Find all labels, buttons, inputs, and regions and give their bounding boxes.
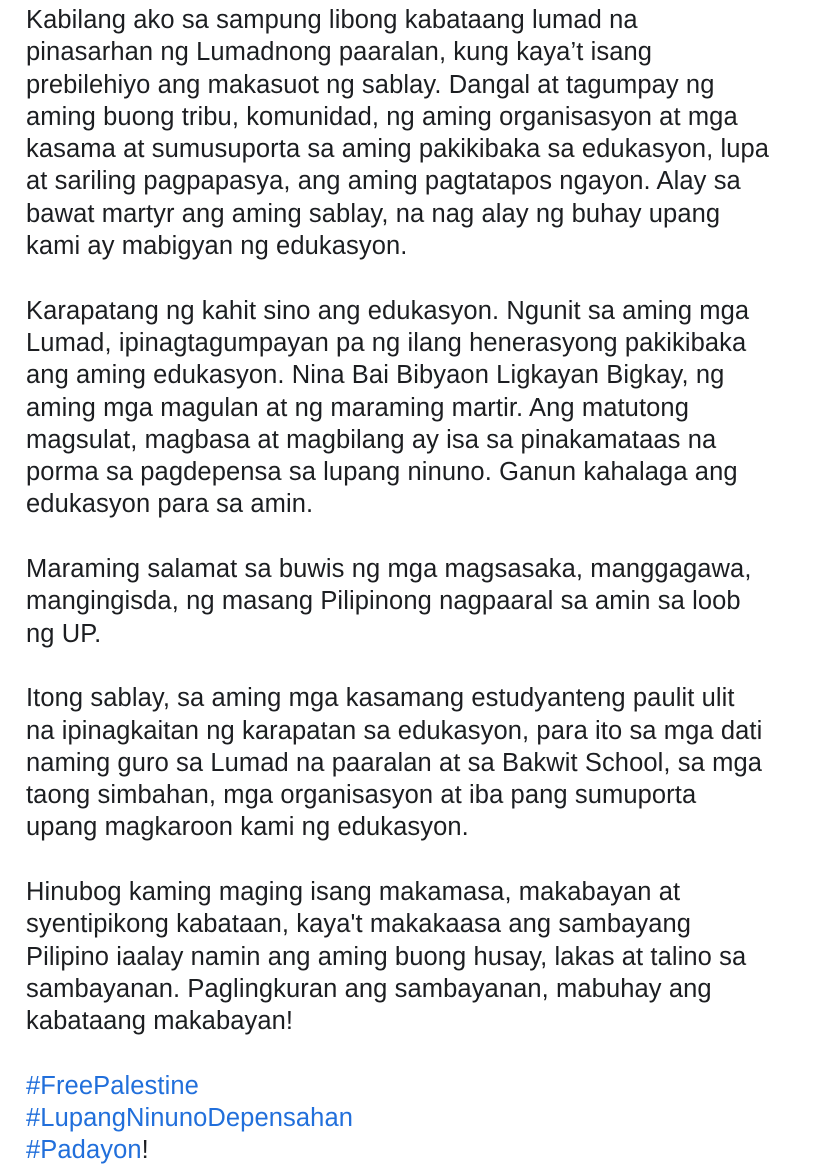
paragraph-line: kami ay mabigyan ng edukasyon. [26, 232, 408, 261]
paragraph-line: at sariling pagpapasya, ang aming pagtatapos ngayon. Alay sa [26, 167, 741, 196]
post-body [26, 4, 816, 1167]
paragraph-line: prebilehiyo ang makasuot ng sablay. Dangal at tagumpay ng [26, 70, 715, 99]
paragraph-line: na ipinagkaitan ng karapatan sa edukasyon, para ito sa mga dati [26, 716, 763, 745]
paragraph-line: Karapatang ng kahit sino ang edukasyon. Ngunit sa aming mga [26, 296, 750, 325]
paragraph-line: edukasyon para sa amin. [26, 490, 314, 519]
paragraph-line: ng UP. [26, 619, 102, 648]
paragraph-line: syentipikong kabataan, kaya't makakaasa ang sambayang [26, 910, 692, 939]
paragraph-4 [26, 682, 816, 843]
paragraph-line: pinasarhan ng Lumadnong paaralan, kung kaya’t isang [26, 38, 653, 67]
paragraph-line: aming mga magulan at ng maraming martir. Ang matutong [26, 393, 689, 422]
paragraph-line: sambayanan. Paglingkuran ang sambayanan, mabuhay ang [26, 974, 712, 1003]
hashtag-line [26, 1070, 816, 1102]
paragraph-line: Lumad, ipinagtagumpayan pa ng ilang henerasyong pakikibaka [26, 328, 747, 357]
paragraph-line: Hinubog kaming maging isang makamasa, makabayan at [26, 878, 681, 907]
hashtag-freepalestine-link[interactable]: #FreePalestine [26, 1071, 199, 1100]
hashtag-suffix: ! [141, 1136, 149, 1165]
paragraph-5 [26, 876, 816, 1037]
hashtag-list [26, 1070, 816, 1167]
paragraph-line: kabataang makabayan! [26, 1007, 294, 1036]
paragraph-line: Kabilang ako sa sampung libong kabataang lumad na [26, 6, 638, 34]
paragraph-line: Itong sablay, sa aming mga kasamang estudyanteng paulit ulit [26, 684, 735, 713]
paragraph-line: Pilipino iaalay namin ang aming buong husay, lakas at talino sa [26, 942, 747, 971]
paragraph-line: Maraming salamat sa buwis ng mga magsasaka, manggagawa, [26, 555, 752, 584]
paragraph-line: magsulat, magbasa at magbilang ay isa sa pinakamataas na [26, 425, 717, 454]
paragraph-line: aming buong tribu, komunidad, ng aming organisasyon at mga [26, 102, 738, 131]
paragraph-line: porma sa pagdepensa sa lupang ninuno. Ganun kahalaga ang [26, 458, 738, 487]
hashtag-lupangninunodepensahan-link[interactable]: #LupangNinunoDepensahan [26, 1104, 354, 1133]
hashtag-padayon-link[interactable]: #Padayon [26, 1136, 142, 1165]
paragraph-2 [26, 295, 816, 521]
paragraph-1 [26, 4, 816, 262]
paragraph-line: mangingisda, ng masang Pilipinong nagpaaral sa amin sa loob [26, 587, 741, 616]
paragraph-line: bawat martyr ang aming sablay, na nag alay ng buhay upang [26, 199, 721, 228]
hashtag-line [26, 1134, 816, 1166]
hashtag-line [26, 1102, 816, 1134]
paragraph-line: taong simbahan, mga organisasyon at iba pang sumuporta [26, 781, 697, 810]
paragraph-line: naming guro sa Lumad na paaralan at sa Bakwit School, sa mga [26, 748, 763, 777]
paragraph-line: kasama at sumusuporta sa aming pakikibaka sa edukasyon, lupa [26, 135, 770, 164]
paragraph-line: ang aming edukasyon. Nina Bai Bibyaon Ligkayan Bigkay, ng [26, 361, 725, 390]
paragraph-line: upang magkaroon kami ng edukasyon. [26, 813, 469, 842]
paragraph-3 [26, 553, 816, 650]
